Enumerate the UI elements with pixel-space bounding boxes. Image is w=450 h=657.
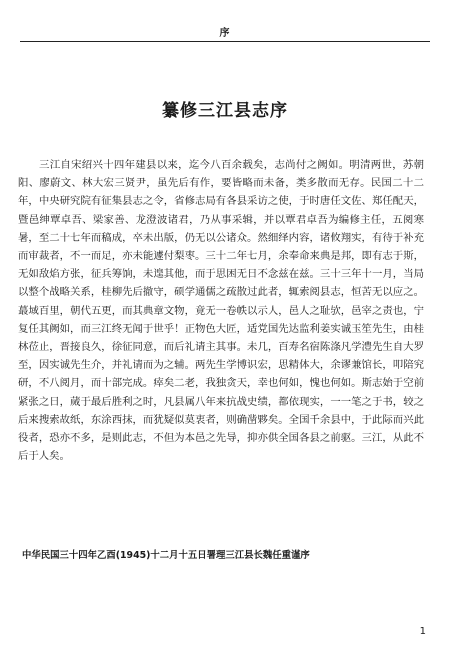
header-rule <box>20 41 430 42</box>
signature-line: 中华民国三十四年乙酉(1945)十二月十五日署理三江县长魏任重谨序 <box>22 550 310 561</box>
body-paragraph: 三江自宋绍兴十四年建县以来，迄今八百余载矣，志尚付之阙如。明清两世，苏朝阳、廖蔚文、林大宏三贤尹，虽先后有作，要皆略而未备，类多散而无存。民国二十二年，中央研究院有征集县志之令，省修志局有各县采访之使，于时唐任文佐、郑任配天，暨邑绅覃卓吾、梁家善、龙澄波诸君，乃从事采辑，并以覃君卓吾为编修主任，五阅寒暑，至二十七年而稿成，卒未出版，仍无以公诸众。然细绎内容，诸攸翔实，有待于补充而审裁者，不一而足，亦未能遽付梨枣。三十二年七月，余奉命来典是邦，即有志于斯，无如敌焰方张，征兵筹饷，未遑其他，而于思困无日不念兹在兹。三十三年十一月，当局以整个战略关系，桂柳先后撤守，硕学通儒之疏散过此者，辄索阅县志，恒苦无以应之。蕞域百里，朝代五更，而其典章文物，竟无一卷帙以示人，邑人之耻欤，邑宰之责也，宁复任其阙如，而三江终无闻于世乎！正物色大匠，适党国先达监利姜实诚玉笙先生，由桂林莅止，晋接良久，徐征同意，而后礼请主其事。未几，百寿名宿陈涤凡学澧先生自大罗至，因实诚先生介，并礼请而为之辅。两先生学博识宏，思精体大，余谬兼馆长，叩陪究研，不八阅月，而十部完成。瘁矣二老，我独贪天，幸也何如，愧也何如。斯志始于空前紧张之日，蒇于最后胜利之时，凡县属八年来抗战史绩，都依现实，一一笔之于书，较之后来搜索故纸，东涂西抹，而犹疑似莫衷者，则确凿夥矣。全国千余县中，于此际而兴此役者，恐亦不多，是则此志，不但为本邑之先导，抑亦供全国各县之前驱。三江，从此不后于人矣。 <box>18 159 424 463</box>
preface-body <box>18 156 424 465</box>
running-header: 序 <box>219 28 231 39</box>
page-number: 1 <box>419 626 426 637</box>
preface-title: 纂修三江县志序 <box>162 101 288 121</box>
